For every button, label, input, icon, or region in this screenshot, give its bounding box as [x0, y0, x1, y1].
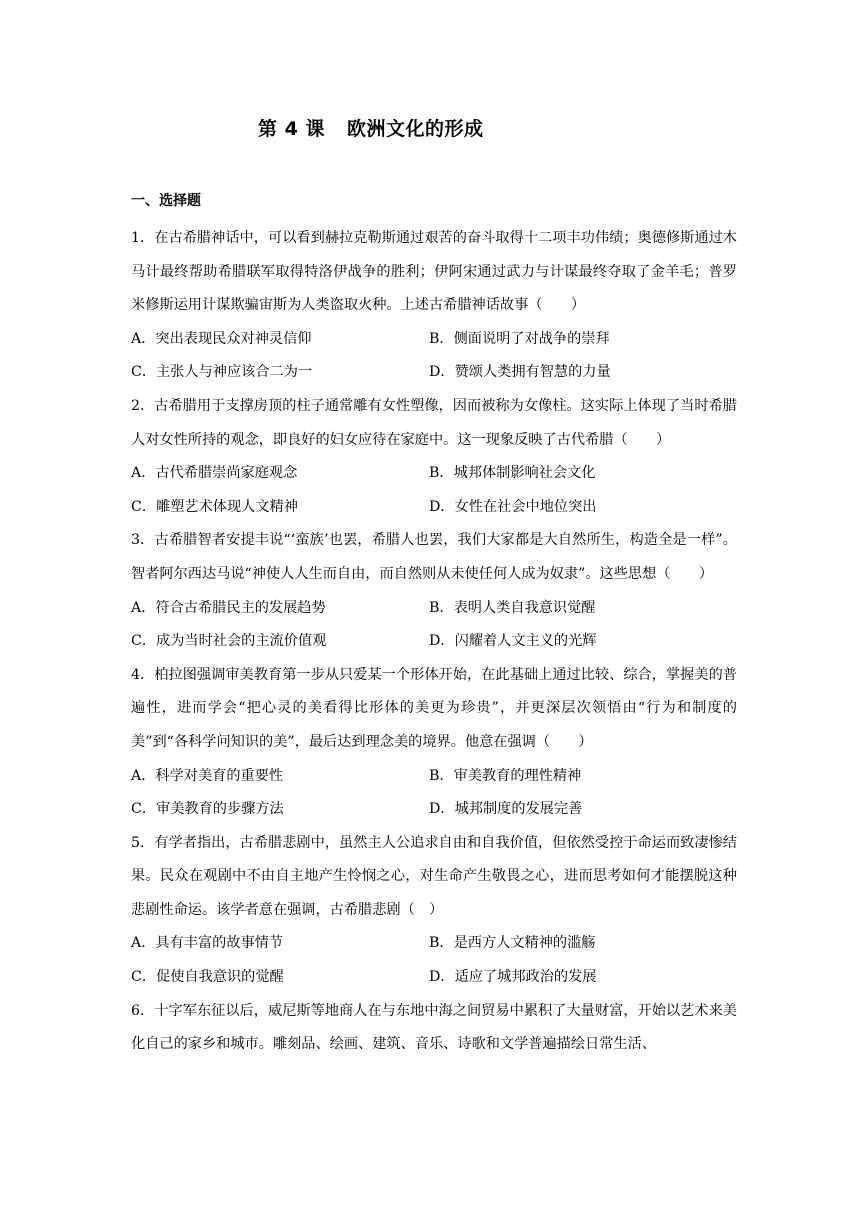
- question-stem: 5．有学者指出，古希腊悲剧中，虽然主人公追求自由和自我价值，但依然受控于命运而致凄惨结果。民众在观剧中不由自主地产生怜悯之心，对生命产生敬畏之心，进而思考如何才能摆脱这种悲剧性命运。该学者意在强调，古希腊悲剧（ ）: [131, 834, 737, 918]
- option-a[interactable]: A．古代希腊崇尚家庭观念: [131, 465, 298, 482]
- page-title: [258, 114, 483, 141]
- question-3: [131, 524, 737, 658]
- option-c[interactable]: C．主张人与神应该合二为一: [131, 364, 313, 381]
- options-row: [131, 961, 737, 995]
- lesson-name: 欧洲文化的形成: [346, 118, 484, 140]
- question-4: [131, 659, 737, 827]
- question-stem: 4．柏拉图强调审美教育第一步从只爱某一个形体开始，在此基础上通过比较、综合，掌握美的普遍性，进而学会“把心灵的美看得比形体的美更为珍贵”，并更深层次领悟由“行为和制度的美”到“各科学问知识的美”，最后达到理念美的境界。他意在强调（ ）: [131, 666, 737, 750]
- options-row: [131, 927, 737, 961]
- option-b[interactable]: B．表明人类自我意识觉醒: [429, 599, 596, 616]
- question-stem: 3．古希腊智者安提丰说“‘蛮族’也罢，希腊人也罢，我们大家都是大自然所生，构造全是一样”。 智者阿尔西达马说“神使人人生而自由，而自然则从未使任何人成为奴隶”。这些思想（ ）: [131, 532, 737, 582]
- option-b[interactable]: B．是西方人文精神的滥觞: [429, 935, 596, 952]
- option-b[interactable]: B．侧面说明了对战争的崇拜: [429, 330, 610, 347]
- section-heading: 一、选择题: [131, 193, 201, 209]
- options-row: [131, 793, 737, 827]
- question-stem: 2．古希腊用于支撑房顶的柱子通常雕有女性塑像，因而被称为女像柱。这实际上体现了当时希腊人对女性所持的观念，即良好的妇女应待在家庭中。这一现象反映了古代希腊（ ）: [131, 397, 737, 448]
- option-d[interactable]: D．女性在社会中地位突出: [429, 498, 597, 515]
- option-d[interactable]: D．闪耀着人文主义的光辉: [429, 633, 597, 650]
- options-row: [131, 625, 737, 659]
- option-a[interactable]: A．符合古希腊民主的发展趋势: [131, 599, 326, 616]
- option-c[interactable]: C．雕塑艺术体现人文精神: [131, 498, 298, 515]
- options-row: [131, 491, 737, 525]
- options-row: [131, 323, 737, 357]
- option-d[interactable]: D．赞颂人类拥有智慧的力量: [429, 364, 611, 381]
- option-b[interactable]: B．城邦体制影响社会文化: [429, 465, 596, 482]
- option-d[interactable]: D．城邦制度的发展完善: [429, 801, 583, 818]
- options-row: [131, 356, 737, 390]
- option-d[interactable]: D．适应了城邦政治的发展: [429, 969, 597, 986]
- option-a[interactable]: A．具有丰富的故事情节: [131, 935, 284, 952]
- question-1: [131, 222, 737, 390]
- question-6: [131, 995, 737, 1062]
- option-a[interactable]: A．突出表现民众对神灵信仰: [131, 330, 312, 347]
- option-b[interactable]: B．审美教育的理性精神: [429, 767, 582, 784]
- options-row: [131, 457, 737, 491]
- question-5: [131, 827, 737, 995]
- question-list: [131, 222, 737, 1062]
- question-2: [131, 390, 737, 524]
- option-c[interactable]: C．审美教育的步骤方法: [131, 801, 284, 818]
- options-row: [131, 760, 737, 794]
- question-stem: 1．在古希腊神话中，可以看到赫拉克勒斯通过艰苦的奋斗取得十二项丰功伟绩；奥德修斯通过木马计最终帮助希腊联军取得特洛伊战争的胜利；伊阿宋通过武力与计谋最终夺取了金羊毛；普罗米修斯运用计谋欺骗宙斯为人类盗取火种。上述古希腊神话故事（ ）: [131, 230, 737, 314]
- options-row: [131, 592, 737, 626]
- option-c[interactable]: C．成为当时社会的主流价值观: [131, 633, 327, 650]
- option-a[interactable]: A．科学对美育的重要性: [131, 767, 284, 784]
- option-c[interactable]: C．促使自我意识的觉醒: [131, 969, 284, 986]
- lesson-number: 第 4 课: [258, 118, 325, 140]
- question-stem: 6．十字军东征以后，威尼斯等地商人在与东地中海之间贸易中累积了大量财富，开始以艺术来美化自己的家乡和城市。雕刻品、绘画、建筑、音乐、诗歌和文学普遍描绘日常生活、: [131, 1002, 737, 1053]
